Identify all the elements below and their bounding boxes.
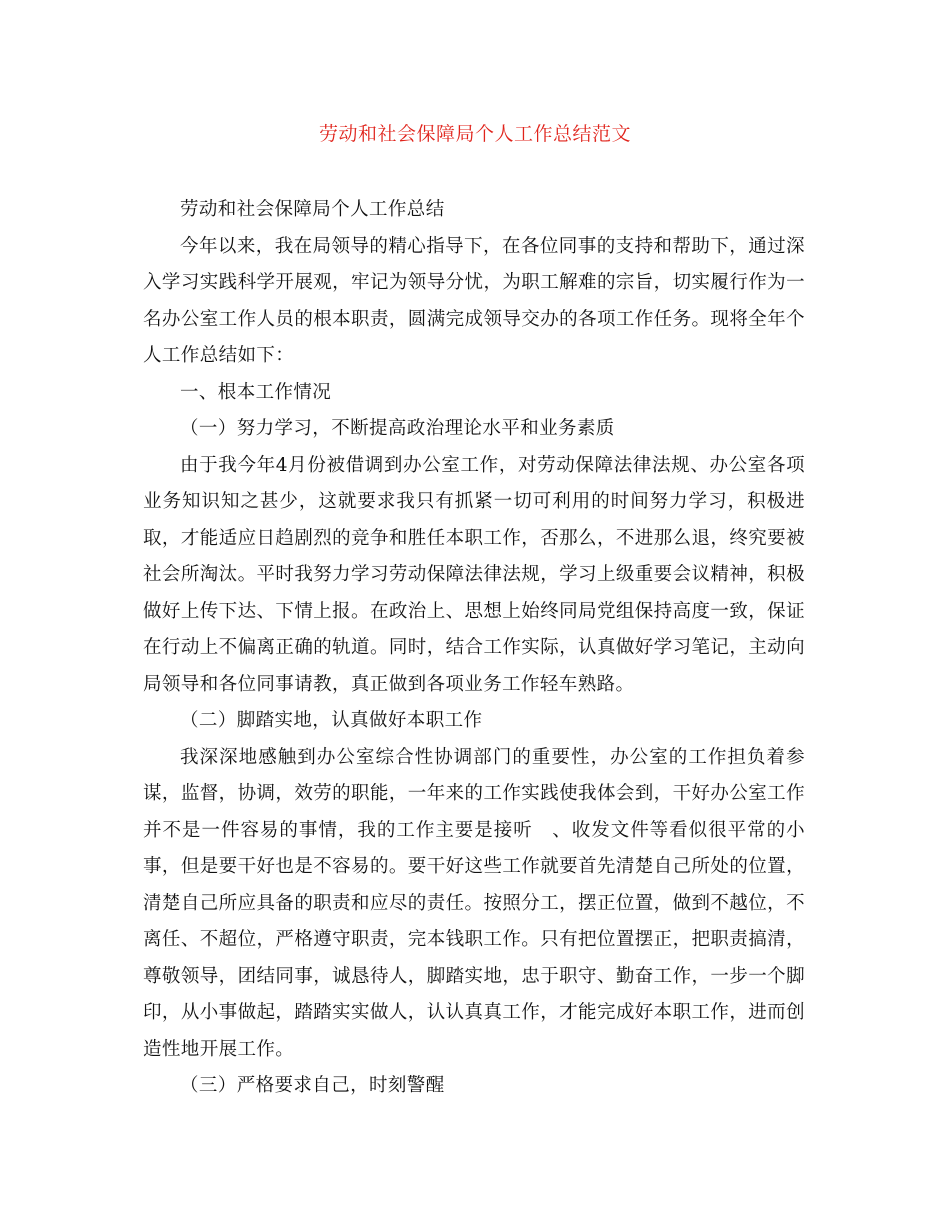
- intro-paragraph: 今年以来，我在局领导的精心指导下，在各位同事的支持和帮助下，通过深入学习实践科学开展观，牢记为领导分忧，为职工解难的宗旨，切实履行作为一名办公室工作人员的根本职责，圆满完成领导交办的各项工作任务。现将全年个人工作总结如下：: [143, 235, 805, 366]
- study-paragraph: 由于我今年4月份被借调到办公室工作，对劳动保障法律法规、办公室各项业务知识知之甚少，这就要求我只有抓紧一切可利用的时间努力学习，积极进取，才能适应日趋剧烈的竞争和胜任本职工作，否那么，不进那么退，终究要被社会所淘汰。平时我努力学习劳动保障法律法规，学习上级重要会议精神，积极做好上传下达、下情上报。在政治上、思想上始终同局党组保持高度一致，保证在行动上不偏离正确的轨道。同时，结合工作实际，认真做好学习笔记，主动向局领导和各位同事请教，真正做到各项业务工作轻车熟路。: [143, 454, 805, 695]
- subsection-heading-study: （一）努力学习，不断提高政治理论水平和业务素质: [180, 418, 615, 439]
- document-body: [143, 192, 805, 1105]
- section-heading-basic-work: 一、根本工作情况: [180, 381, 332, 403]
- subsection-heading-duty: （二）脚踏实地，认真做好本职工作: [180, 710, 483, 731]
- subtitle-heading: 劳动和社会保障局个人工作总结: [180, 199, 445, 220]
- subsection-heading-discipline: （三）严格要求自己，时刻警醒: [180, 1075, 445, 1096]
- document-title: 劳动和社会保障局个人工作总结范文: [318, 123, 631, 145]
- duty-paragraph: 我深深地感触到办公室综合性协调部门的重要性，办公室的工作担负着参谋，监督，协调，效劳的职能，一年来的工作实践使我体会到，干好办公室工作并不是一件容易的事情，我的工作主要是接听 、收发文件等看似很平常的小事，但是要干好也是不容易的。要干好这些工作就要首先清楚自己所处的位置，清楚自己所应具备的职责和应尽的责任。按照分工，摆正位置，做到不越位，不离任、不超位，严格遵守职责，完本钱职工作。只有把位置摆正，把职责搞清，尊敬领导，团结同事，诚恳待人，脚踏实地，忠于职守、勤奋工作，一步一个脚印，从小事做起，踏踏实实做人，认认真真工作，才能完成好本职工作，进而创造性地开展工作。: [143, 746, 805, 1060]
